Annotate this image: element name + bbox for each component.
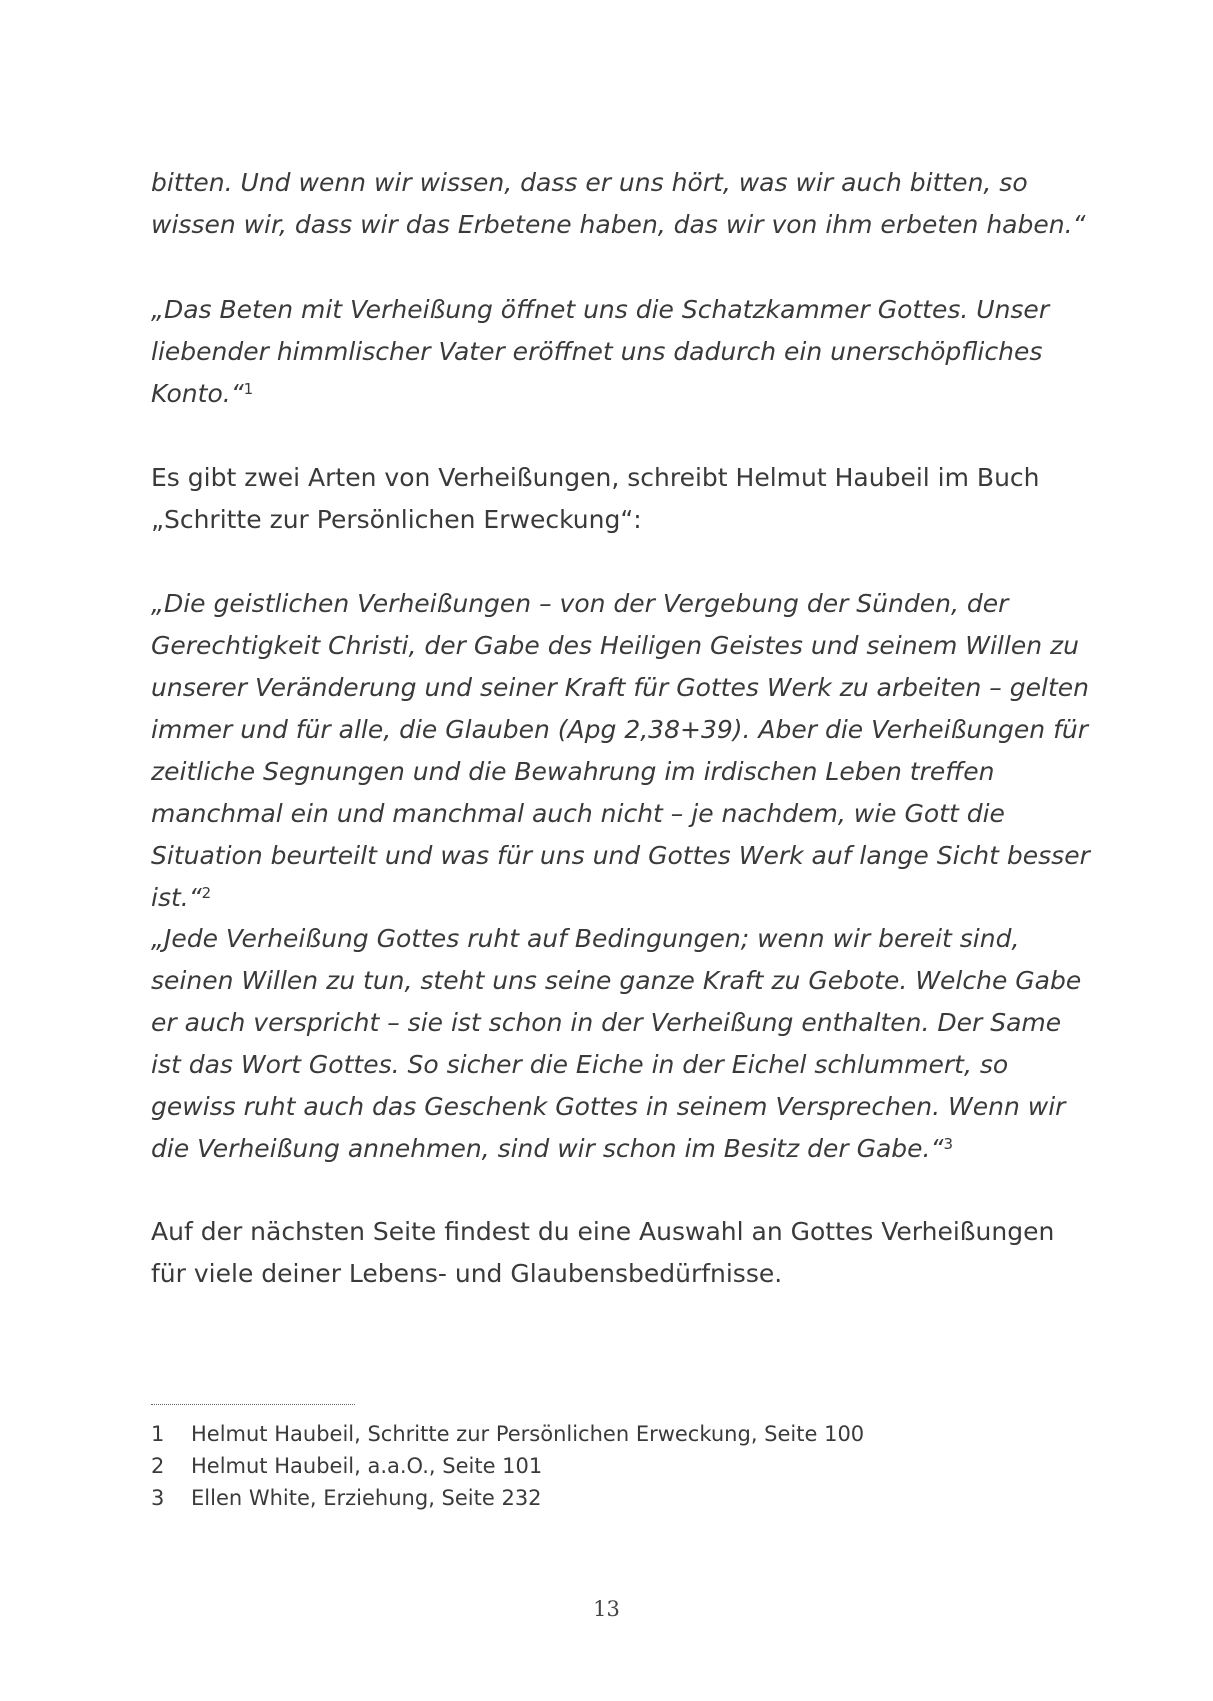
footnote-ref-2: 2 — [201, 884, 212, 902]
body-text: Auf der nächsten Seite findest du eine Auswahl an Gottes Verheißungen für viele deiner Lebens- und Glaubensbedürfnisse. — [151, 1217, 1055, 1288]
footnote-text: Ellen White, Erziehung, Seite 232 — [191, 1486, 542, 1510]
footnote-text: Helmut Haubeil, a.a.O., Seite 101 — [191, 1454, 543, 1478]
body-paragraph-1 — [151, 457, 1091, 541]
quote-text: bitten. Und wenn wir wissen, dass er uns hört, was wir auch bitten, so wissen wir, dass wir das Erbetene haben, das wir von ihm erbeten haben.“ — [151, 168, 1086, 239]
footnote-text: Helmut Haubeil, Schritte zur Persönlichen Erweckung, Seite 100 — [191, 1422, 865, 1446]
footnote-ref-1: 1 — [243, 380, 254, 398]
footnote-3 — [151, 1482, 1051, 1514]
footnote-ref-3: 3 — [943, 1135, 954, 1153]
footnote-1 — [151, 1418, 1051, 1450]
quote-text: „Die geistlichen Verheißungen – von der Vergebung der Sünden, der Gerechtigkeit Christi, der Gabe des Heiligen Geistes und seinem Willen zu unserer Veränderung und seiner Kraft für Gottes Werk zu arbeiten – gelten immer und für alle, die Glauben (Apg 2,38+39). Aber die Verheißungen für zeitliche Segnungen und die Bewahrung im irdischen Leben treffen manchmal ein und manchmal auch nicht – je nachdem, wie Gott die Situation beurteilt und was für uns und Gottes Werk auf lange Sicht besser ist.“ — [151, 589, 1090, 912]
footnote-number: 2 — [151, 1454, 165, 1478]
page-number: 13 — [593, 1597, 620, 1621]
quote-paragraph-2 — [151, 289, 1091, 415]
footnotes — [151, 1418, 1051, 1514]
quote-paragraph-1 — [151, 162, 1091, 246]
quote-paragraph-3 — [151, 583, 1091, 919]
quote-text: „Das Beten mit Verheißung öffnet uns die Schatzkammer Gottes. Unser liebender himmlischer Vater eröffnet uns dadurch ein unerschöpfliches Konto.“ — [151, 295, 1050, 408]
footnote-divider — [151, 1404, 355, 1405]
footnote-number: 3 — [151, 1486, 165, 1510]
quote-paragraph-4 — [151, 918, 1091, 1170]
quote-text: „Jede Verheißung Gottes ruht auf Bedingungen; wenn wir bereit sind, seinen Willen zu tun, steht uns seine ganze Kraft zu Gebote. Welche Gabe er auch verspricht – sie ist schon in der Verheißung enthalten. Der Same ist das Wort Gottes. So sicher die Eiche in der Eichel schlummert, so gewiss ruht auch das Geschenk Gottes in seinem Versprechen. Wenn wir die Verheißung annehmen, sind wir schon im Besitz der Gabe.“ — [151, 924, 1082, 1163]
footnote-number: 1 — [151, 1422, 165, 1446]
body-paragraph-2 — [151, 1211, 1091, 1295]
footnote-2 — [151, 1450, 1051, 1482]
body-text: Es gibt zwei Arten von Verheißungen, schreibt Helmut Haubeil im Buch „Schritte zur Persönlichen Erweckung“: — [151, 463, 1040, 534]
